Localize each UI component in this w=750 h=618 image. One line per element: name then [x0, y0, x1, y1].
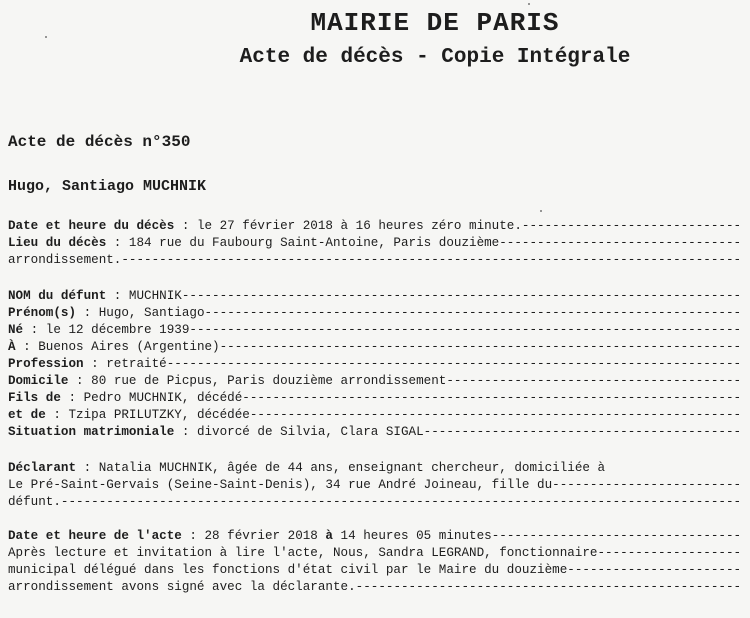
defunt-ne-line — [8, 322, 743, 339]
defunt-a-value: : Buenos Aires (Argentine) — [15, 340, 220, 354]
declarant-section — [8, 460, 743, 511]
defunt-section — [8, 288, 743, 441]
defunt-situation-value: : divorcé de Silvia, Clara SIGAL — [174, 425, 424, 439]
defunt-fils-label: Fils de — [8, 391, 61, 405]
paper-speck — [45, 36, 47, 38]
defunt-domicile-label: Domicile — [8, 374, 69, 388]
defunt-etde-line — [8, 407, 743, 424]
declarant-line-3 — [8, 494, 743, 511]
defunt-nom-label: NOM du défunt — [8, 289, 107, 303]
deces-lieu-line-2 — [8, 252, 743, 269]
acte-line-3-text: municipal délégué dans les fonctions d'état civil par le Maire du douzième — [8, 563, 568, 577]
defunt-prenom-label: Prénom(s) — [8, 306, 77, 320]
acte-date-line — [8, 528, 743, 545]
acte-date-value-bold: à — [325, 529, 333, 543]
defunt-situation-line — [8, 424, 743, 441]
paper-speck — [540, 210, 542, 212]
deces-lieu-value: : 184 rue du Faubourg Saint-Antoine, Paris douzième — [106, 236, 500, 250]
acte-date-value-a: : 28 février 2018 — [181, 529, 326, 543]
defunt-ne-value: : le 12 décembre 1939 — [23, 323, 190, 337]
defunt-nom-line — [8, 288, 743, 305]
defunt-situation-label: Situation matrimoniale — [8, 425, 175, 439]
defunt-fils-line — [8, 390, 743, 407]
deces-date-value: : le 27 février 2018 à 16 heures zéro minute. — [174, 219, 522, 233]
acte-date-value-b: 14 heures 05 minutes — [332, 529, 492, 543]
defunt-etde-value: : Tzipa PRILUTZKY, décédée — [45, 408, 250, 422]
deces-lieu-value-2: arrondissement. — [8, 253, 122, 267]
acte-line-2-text: Après lecture et invitation à lire l'acte, Nous, Sandra LEGRAND, fonctionnaire — [8, 546, 598, 560]
defunt-nom-value: : MUCHNIK — [106, 289, 182, 303]
defunt-a-label: À — [8, 340, 16, 354]
person-name: Hugo, Santiago MUCHNIK — [8, 178, 207, 195]
acte-section — [8, 528, 743, 596]
acte-line-4 — [8, 579, 743, 596]
declarant-line-1 — [8, 460, 743, 477]
defunt-a-line — [8, 339, 743, 356]
deces-date-line — [8, 218, 743, 235]
defunt-domicile-value: : 80 rue de Picpus, Paris douzième arrondissement — [68, 374, 447, 388]
defunt-prenom-line — [8, 305, 743, 322]
defunt-profession-label: Profession — [8, 357, 84, 371]
defunt-profession-line — [8, 356, 743, 373]
deces-lieu-line — [8, 235, 743, 252]
acte-date-label: Date et heure de l'acte — [8, 529, 182, 543]
defunt-ne-label: Né — [8, 323, 24, 337]
defunt-etde-label: et de — [8, 408, 46, 422]
declarant-line-2 — [8, 477, 743, 494]
deces-lieu-label: Lieu du décès — [8, 236, 107, 250]
document-subtitle: Acte de décès - Copie Intégrale — [239, 46, 631, 69]
defunt-prenom-value: : Hugo, Santiago — [76, 306, 205, 320]
acte-line-2 — [8, 545, 743, 562]
declarant-value-1: : Natalia MUCHNIK, âgée de 44 ans, enseignant chercheur, domiciliée à — [76, 461, 606, 475]
defunt-domicile-line — [8, 373, 743, 390]
declarant-value-2: Le Pré-Saint-Gervais (Seine-Saint-Denis), 34 rue André Joineau, fille du — [8, 478, 553, 492]
defunt-fils-value: : Pedro MUCHNIK, décédé — [60, 391, 243, 405]
deces-section — [8, 218, 743, 269]
acte-line-3 — [8, 562, 743, 579]
declarant-value-3: défunt. — [8, 495, 61, 509]
paper-speck — [528, 3, 530, 5]
declarant-label: Déclarant — [8, 461, 77, 475]
defunt-profession-value: : retraité — [83, 357, 167, 371]
acte-number: Acte de décès n°350 — [8, 133, 191, 151]
acte-line-4-text: arrondissement avons signé avec la déclarante. — [8, 580, 356, 594]
deces-date-label: Date et heure du décès — [8, 219, 175, 233]
document-title: MAIRIE DE PARIS — [310, 8, 560, 38]
